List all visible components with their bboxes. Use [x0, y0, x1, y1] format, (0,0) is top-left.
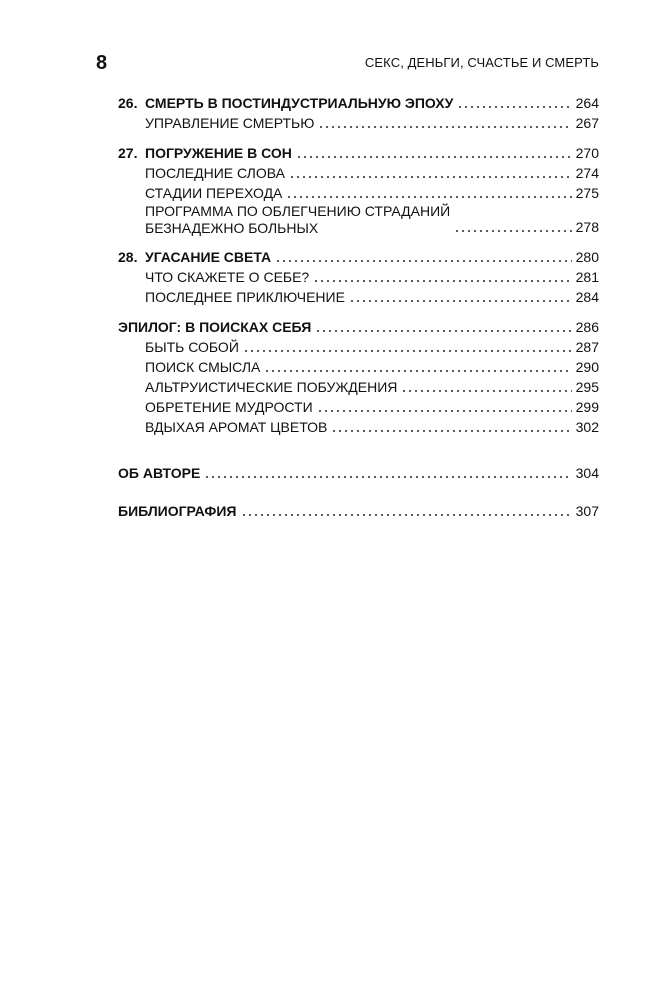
chapter-number: 28. [118, 249, 138, 265]
running-title: СЕКС, ДЕНЬГИ, СЧАСТЬЕ И СМЕРТЬ [364, 55, 599, 70]
toc-epilogue [118, 317, 599, 437]
page-ref: 284 [575, 289, 599, 305]
chapter-title: УГАСАНИЕ СВЕТА [145, 249, 272, 265]
page-ref: 275 [575, 185, 599, 201]
entry-title: ПОИСК СМЫСЛА [145, 359, 261, 375]
page-ref: 280 [575, 249, 599, 265]
page-header [96, 52, 599, 74]
toc-entry[interactable] [118, 377, 599, 397]
section-title: ОБ АВТОРЕ [118, 465, 201, 481]
chapter-title: ПОГРУЖЕНИЕ В СОН [145, 145, 292, 161]
section-title: БИБЛИОГРАФИЯ [118, 503, 237, 519]
toc-about-author [118, 463, 599, 483]
entry-title: АЛЬТРУИСТИЧЕСКИЕ ПОБУЖДЕНИЯ [145, 379, 398, 395]
page-ref: 302 [575, 419, 599, 435]
table-of-contents [118, 93, 599, 531]
page-ref: 274 [575, 165, 599, 181]
chapter-number: 26. [118, 95, 138, 111]
toc-entry-section[interactable] [118, 501, 599, 521]
entry-title-line-2: БЕЗНАДЕЖНО БОЛЬНЫХ [145, 220, 319, 236]
dot-leader [331, 430, 571, 432]
dot-leader [204, 476, 571, 478]
entry-title: ПОСЛЕДНЕЕ ПРИКЛЮЧЕНИЕ [145, 289, 345, 305]
page-ref: 286 [575, 319, 599, 335]
page-ref: 304 [575, 465, 599, 481]
toc-chapter-27 [118, 143, 599, 237]
entry-title: ЧТО СКАЖЕТЕ О СЕБЕ? [145, 269, 310, 285]
dot-leader [264, 370, 571, 372]
dot-leader [457, 106, 571, 108]
toc-entry-multiline[interactable] [118, 203, 599, 237]
dot-leader [317, 410, 572, 412]
dot-leader [286, 196, 571, 198]
toc-entry[interactable] [118, 267, 599, 287]
toc-entry[interactable] [118, 357, 599, 377]
entry-title: ВДЫХАЯ АРОМАТ ЦВЕТОВ [145, 419, 328, 435]
toc-entry[interactable] [118, 183, 599, 203]
dot-leader [454, 230, 571, 232]
dot-leader [318, 126, 571, 128]
section-title: ЭПИЛОГ: В ПОИСКАХ СЕБЯ [118, 319, 312, 335]
page-ref: 270 [575, 145, 599, 161]
toc-entry-section[interactable] [118, 463, 599, 483]
toc-chapter-28 [118, 247, 599, 307]
page-ref: 307 [575, 503, 599, 519]
chapter-number: 27. [118, 145, 138, 161]
entry-title [145, 203, 450, 237]
dot-leader [349, 300, 572, 302]
toc-entry-chapter[interactable] [118, 143, 599, 163]
toc-entry-chapter[interactable] [118, 93, 599, 113]
entry-title: ОБРЕТЕНИЕ МУДРОСТИ [145, 399, 313, 415]
entry-title: УПРАВЛЕНИЕ СМЕРТЬЮ [145, 115, 315, 131]
toc-entry[interactable] [118, 337, 599, 357]
dot-leader [401, 390, 571, 392]
chapter-title: СМЕРТЬ В ПОСТИНДУСТРИАЛЬНУЮ ЭПОХУ [145, 95, 454, 111]
toc-entry[interactable] [118, 113, 599, 133]
page-ref: 267 [575, 115, 599, 131]
dot-leader [275, 260, 572, 262]
page-ref: 264 [575, 95, 599, 111]
toc-entry-section[interactable] [118, 317, 599, 337]
toc-entry[interactable] [118, 163, 599, 183]
toc-entry[interactable] [118, 397, 599, 417]
page-ref: 299 [575, 399, 599, 415]
dot-leader [315, 330, 571, 332]
page-ref: 281 [575, 269, 599, 285]
toc-entry-chapter[interactable] [118, 247, 599, 267]
dot-leader [243, 350, 572, 352]
page-number: 8 [96, 52, 108, 74]
entry-title: ПОСЛЕДНИЕ СЛОВА [145, 165, 285, 181]
page-ref: 278 [575, 219, 599, 235]
toc-bibliography [118, 501, 599, 521]
entry-title-line-1: ПРОГРАММА ПО ОБЛЕГЧЕНИЮ СТРАДАНИЙ [145, 203, 451, 219]
page-ref: 290 [575, 359, 599, 375]
toc-entry[interactable] [118, 287, 599, 307]
page-ref: 287 [575, 339, 599, 355]
dot-leader [313, 280, 571, 282]
dot-leader [289, 176, 572, 178]
page-ref: 295 [575, 379, 599, 395]
entry-title: БЫТЬ СОБОЙ [145, 339, 239, 355]
dot-leader [296, 156, 572, 158]
dot-leader [241, 514, 572, 516]
entry-title: СТАДИИ ПЕРЕХОДА [145, 185, 283, 201]
toc-chapter-26 [118, 93, 599, 133]
toc-entry[interactable] [118, 417, 599, 437]
